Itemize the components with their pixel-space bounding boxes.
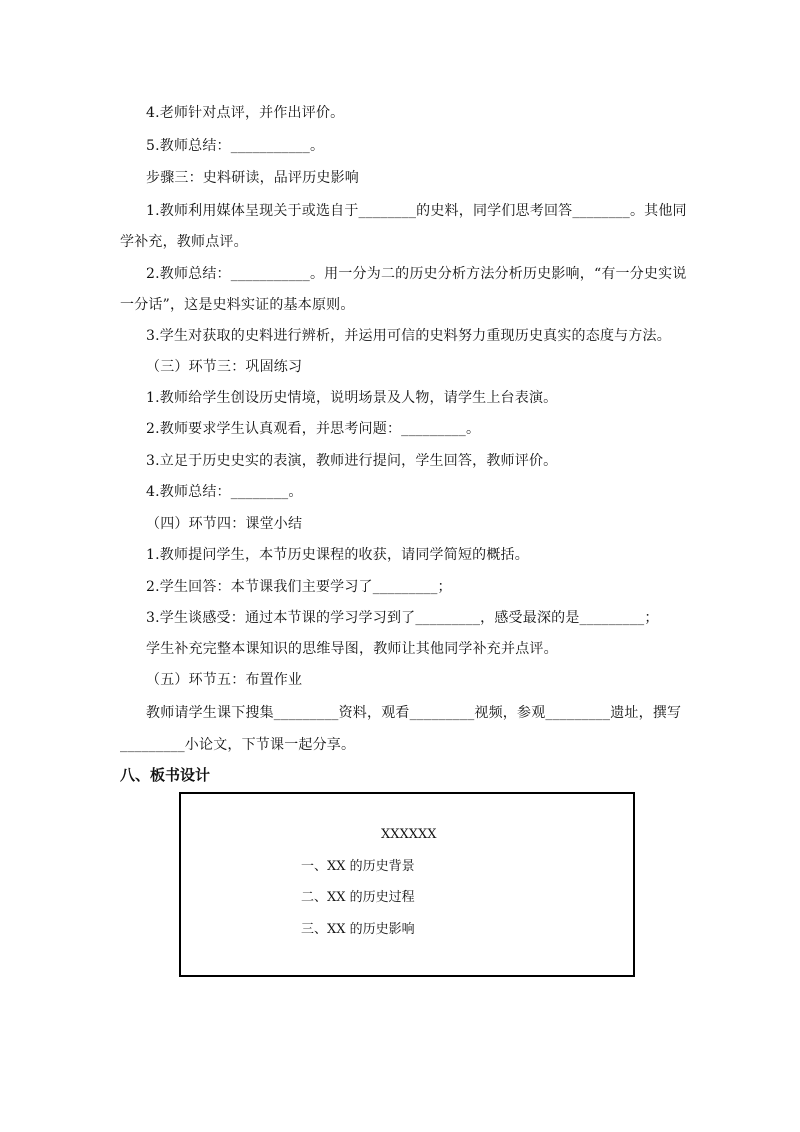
text-line: 学生补充完整本课知识的思维导图，教师让其他同学补充并点评。 bbox=[146, 641, 558, 657]
text-line: 3.立足于历史史实的表演，教师进行提问，学生回答，教师评价。 bbox=[146, 453, 558, 469]
text-line: 3.学生谈感受：通过本节课的学习学习到了_________，感受最深的是_________； bbox=[146, 610, 659, 626]
text-line: 一分话”，这是史料实证的基本原则。 bbox=[120, 297, 355, 313]
section-heading: 八、板书设计 bbox=[120, 766, 211, 784]
blackboard-design-box bbox=[179, 792, 635, 977]
text-line: 4.老师针对点评，并作出评价。 bbox=[146, 105, 345, 121]
text-line: 1.教师提问学生，本节历史课程的收获，请同学简短的概括。 bbox=[146, 547, 529, 563]
board-item: 一、XX 的历史背景 bbox=[301, 859, 415, 874]
text-line: 2.教师总结：___________。用一分为二的历史分析方法分析历史影响，“有一分史实说 bbox=[146, 266, 687, 282]
text-line: 1.教师给学生创设历史情境，说明场景及人物，请学生上台表演。 bbox=[146, 390, 558, 406]
board-item: 三、XX 的历史影响 bbox=[301, 922, 415, 937]
step-heading: 步骤三：史料研读，品评历史影响 bbox=[146, 170, 359, 186]
text-line: 教师请学生课下搜集_________资料，观看_________视频，参观_________遗址，撰写 bbox=[146, 705, 682, 721]
text-line: 4.教师总结：________。 bbox=[146, 484, 303, 500]
text-line: 2.学生回答：本节课我们主要学习了_________； bbox=[146, 579, 452, 595]
subsection-heading: （三）环节三：巩固练习 bbox=[146, 359, 303, 375]
board-item: 二、XX 的历史过程 bbox=[301, 890, 415, 905]
board-title: XXXXXX bbox=[381, 827, 437, 842]
text-line: 5.教师总结：___________。 bbox=[146, 138, 325, 154]
subsection-heading: （五）环节五：布置作业 bbox=[146, 672, 303, 688]
text-line: 2.教师要求学生认真观看，并思考问题：_________。 bbox=[146, 421, 481, 437]
text-line: 学补充，教师点评。 bbox=[120, 234, 248, 250]
text-line: _________小论文，下节课一起分享。 bbox=[120, 737, 356, 753]
text-line: 3.学生对获取的史料进行辨析，并运用可信的史料努力重现历史真实的态度与方法。 bbox=[146, 328, 671, 344]
text-line: 1.教师利用媒体呈现关于或选自于________的史料，同学们思考回答________。其他同 bbox=[146, 203, 687, 219]
subsection-heading: （四）环节四：课堂小结 bbox=[146, 516, 303, 532]
